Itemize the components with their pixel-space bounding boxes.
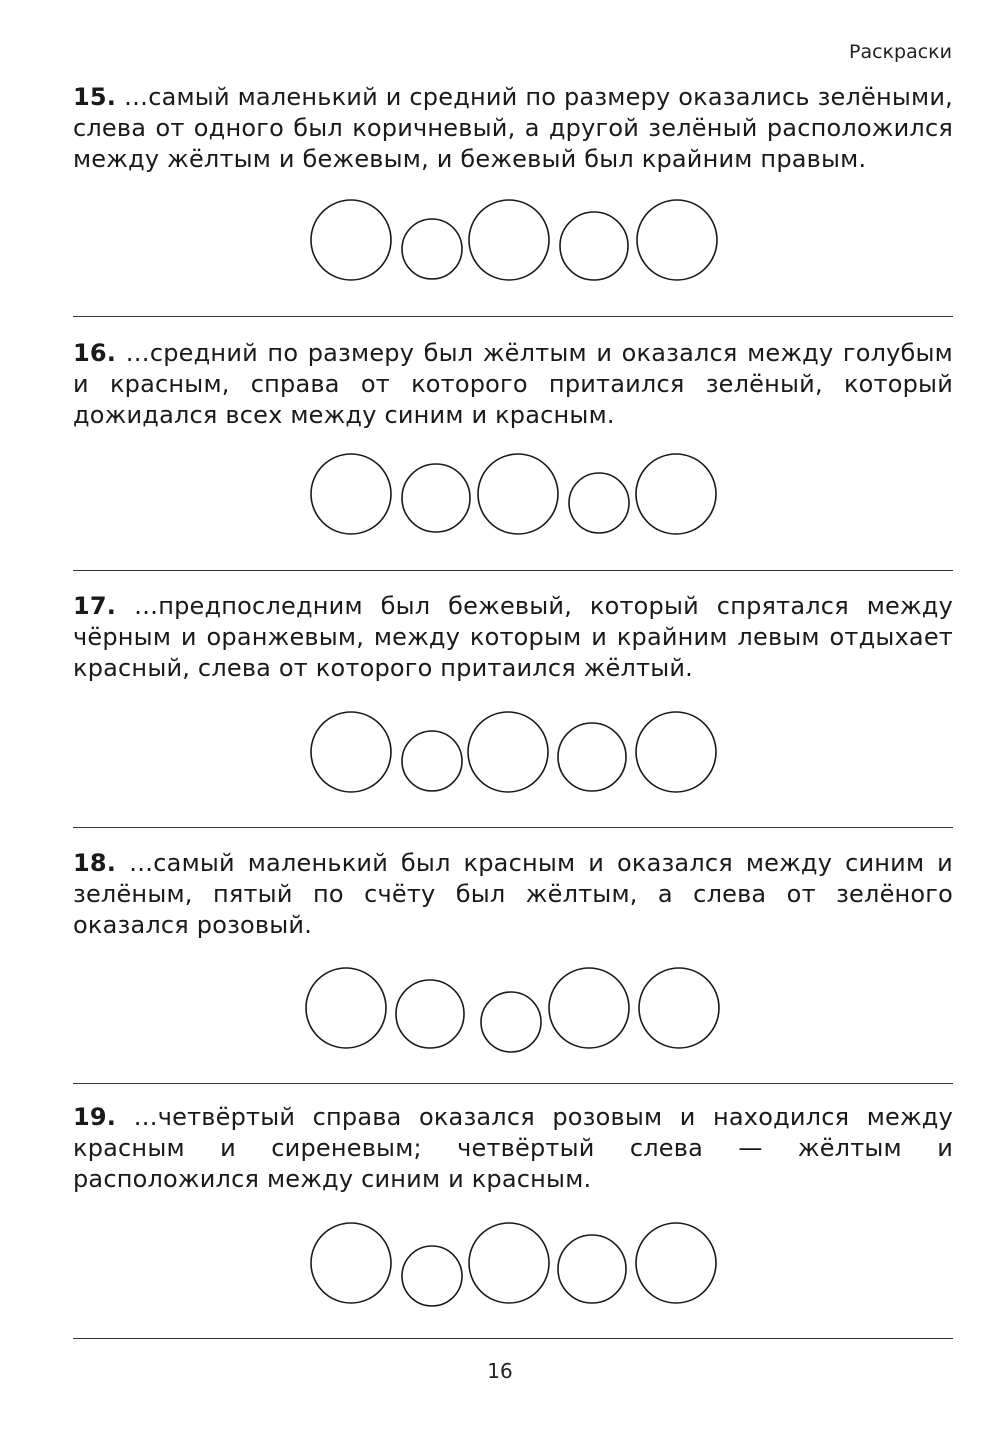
task-16-circle-row — [0, 444, 1000, 544]
divider — [73, 1083, 953, 1084]
task-19 — [73, 1102, 953, 1195]
task-17-body: …предпоследним был бежевый, который спрятался между чёрным и оранжевым, между которым и крайним левым отдыхает красный, слева от которого притаился жёлтый. — [73, 592, 953, 682]
task-19-circle-5[interactable] — [636, 1223, 716, 1303]
task-16-number: 16. — [73, 339, 117, 367]
task-17-circle-3[interactable] — [468, 712, 548, 792]
task-18-number: 18. — [73, 849, 117, 877]
task-15-circle-row — [0, 190, 1000, 290]
task-19-circle-4[interactable] — [558, 1235, 626, 1303]
task-15-body: …самый маленький и средний по размеру оказались зелёными, слева от одного был коричневый, а другой зелёный расположился между жёлтым и бежевым, и бежевый был крайним правым. — [73, 83, 953, 173]
task-18-circle-4[interactable] — [549, 968, 629, 1048]
section-header: Раскраски — [849, 41, 952, 63]
divider — [73, 316, 953, 317]
task-18-circle-5[interactable] — [639, 968, 719, 1048]
task-16-circle-3[interactable] — [478, 454, 558, 534]
task-17-circle-row — [0, 702, 1000, 802]
task-16-text — [73, 338, 953, 431]
task-17-circle-2[interactable] — [402, 731, 462, 791]
task-15-circle-4[interactable] — [560, 212, 628, 280]
task-16-body: …средний по размеру был жёлтым и оказался между голубым и красным, справа от которого притаился зелёный, который дожидался всех между синим и красным. — [73, 339, 953, 429]
task-17-circle-5[interactable] — [636, 712, 716, 792]
task-16-circle-2[interactable] — [402, 464, 470, 532]
task-15-circle-1[interactable] — [311, 200, 391, 280]
page-number: 16 — [487, 1359, 513, 1383]
task-15 — [73, 82, 953, 175]
task-19-circle-2[interactable] — [402, 1246, 462, 1306]
task-18-text — [73, 848, 953, 941]
task-19-circle-1[interactable] — [311, 1223, 391, 1303]
task-18-circle-2[interactable] — [396, 980, 464, 1048]
task-15-number: 15. — [73, 83, 117, 111]
task-15-text — [73, 82, 953, 175]
task-16-circle-4[interactable] — [569, 473, 629, 533]
task-19-text — [73, 1102, 953, 1195]
task-17 — [73, 591, 953, 684]
task-18-circle-row — [0, 958, 1000, 1058]
task-17-text — [73, 591, 953, 684]
task-16-circle-5[interactable] — [636, 454, 716, 534]
task-18-circle-3[interactable] — [481, 992, 541, 1052]
task-18-body: …самый маленький был красным и оказался между синим и зелёным, пятый по счёту был жёлтым, а слева от зелёного оказался розовый. — [73, 849, 953, 939]
task-17-number: 17. — [73, 592, 117, 620]
task-19-circle-3[interactable] — [469, 1223, 549, 1303]
task-19-body: …четвёртый справа оказался розовым и находился между красным и сиреневым; четвёртый слева — жёлтым и расположился между синим и красным. — [73, 1103, 953, 1193]
task-15-circle-5[interactable] — [637, 200, 717, 280]
divider — [73, 570, 953, 571]
task-17-circle-4[interactable] — [558, 723, 626, 791]
task-17-circle-1[interactable] — [311, 712, 391, 792]
task-15-circle-2[interactable] — [402, 219, 462, 279]
task-16 — [73, 338, 953, 431]
task-18-circle-1[interactable] — [306, 968, 386, 1048]
task-19-number: 19. — [73, 1103, 117, 1131]
divider — [73, 1338, 953, 1339]
divider — [73, 827, 953, 828]
task-18 — [73, 848, 953, 941]
task-19-circle-row — [0, 1213, 1000, 1313]
task-16-circle-1[interactable] — [311, 454, 391, 534]
task-15-circle-3[interactable] — [469, 200, 549, 280]
